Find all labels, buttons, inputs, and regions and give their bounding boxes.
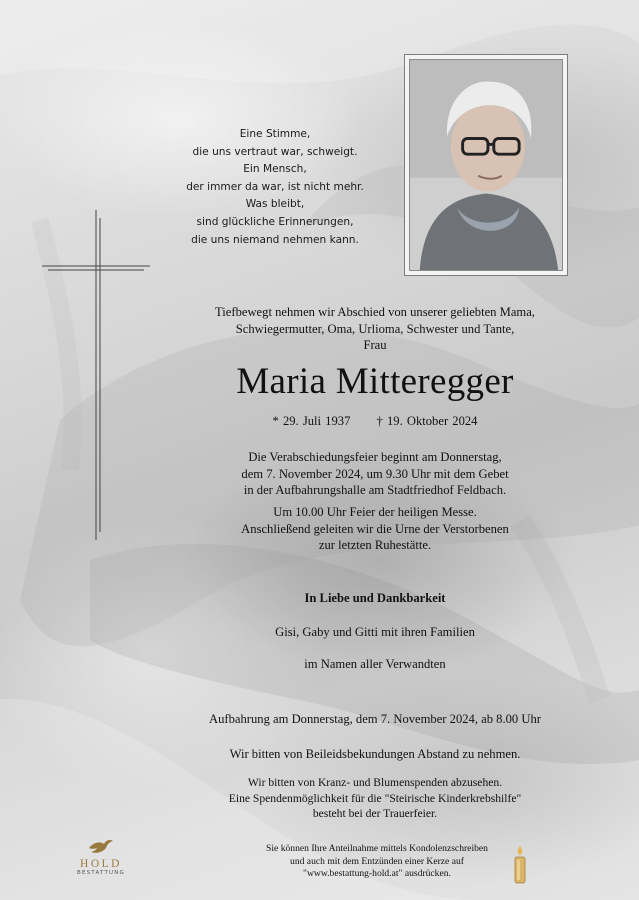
cross-icon bbox=[40, 210, 152, 540]
poem-line: sind glückliche Erinnerungen, bbox=[196, 215, 354, 228]
mourners-relatives: im Namen aller Verwandten bbox=[304, 657, 446, 671]
donations-line: Wir bitten von Kranz- und Blumenspenden abzusehen. bbox=[247, 776, 503, 789]
mourners-heading: In Liebe und Dankbarkeit bbox=[304, 591, 446, 605]
donations-line: Eine Spendenmöglichkeit für die "Steirische Kinderkrebshilfe" bbox=[228, 791, 522, 805]
portrait-frame bbox=[404, 54, 568, 276]
mass-text bbox=[170, 504, 580, 554]
donations-line: besteht bei der Trauerfeier. bbox=[312, 807, 438, 820]
online-condolence-note bbox=[232, 843, 522, 881]
logo-subtitle: BESTATTUNG bbox=[76, 870, 126, 876]
ceremony-line: in der Aufbahrungshalle am Stadtfriedhof Feldbach. bbox=[243, 483, 507, 497]
mass-line: Anschließend geleiten wir die Urne der Verstorbenen bbox=[241, 521, 509, 536]
mourners-names: Gisi, Gaby und Gitti mit ihren Familien bbox=[275, 625, 475, 639]
intro-line: Schwiegermutter, Oma, Urlioma, Schwester und Tante, bbox=[235, 321, 515, 336]
viewing-info: Aufbahrung am Donnerstag, dem 7. November 2024, ab 8.00 Uhr bbox=[209, 712, 541, 726]
logo-word: HOLD bbox=[80, 858, 122, 870]
poem-line: die uns vertraut war, schweigt. bbox=[192, 145, 358, 158]
donations-note bbox=[170, 775, 580, 822]
birth-date: * 29. Juli 1937 bbox=[272, 414, 351, 428]
deceased-name: Maria Mitteregger bbox=[236, 361, 514, 402]
poem-line: Eine Stimme, bbox=[239, 128, 311, 140]
bird-logo-icon bbox=[88, 838, 114, 856]
poem-line: Was bleibt, bbox=[245, 198, 305, 211]
poem-line: die uns niemand nehmen kann. bbox=[191, 233, 359, 246]
poem bbox=[170, 126, 380, 249]
intro-line: Tiefbewegt nehmen wir Abschied von unserer geliebten Mama, bbox=[215, 305, 535, 319]
mass-line: zur letzten Ruhestätte. bbox=[318, 538, 432, 552]
ceremony-line: dem 7. November 2024, um 9.30 Uhr mit dem Gebet bbox=[241, 466, 509, 481]
condolences-note: Wir bitten von Beileidsbekundungen Abstand zu nehmen. bbox=[229, 747, 521, 761]
intro-line: Frau bbox=[363, 338, 387, 352]
funeral-home-logo bbox=[76, 838, 126, 890]
intro-text bbox=[170, 304, 580, 354]
ceremony-line: Die Verabschiedungsfeier beginnt am Donnerstag, bbox=[248, 450, 502, 464]
mass-line: Um 10.00 Uhr Feier der heiligen Messe. bbox=[273, 505, 477, 519]
candle-icon bbox=[512, 846, 528, 884]
poem-line: Ein Mensch, bbox=[243, 163, 307, 176]
online-line: "www.bestattung-hold.at" ausdrücken. bbox=[303, 868, 451, 880]
portrait-photo bbox=[409, 59, 563, 271]
death-date: † 19. Oktober 2024 bbox=[376, 414, 478, 428]
poem-line: der immer da war, ist nicht mehr. bbox=[186, 180, 364, 193]
ceremony-text bbox=[170, 449, 580, 499]
online-line: und auch mit dem Entzünden einer Kerze auf bbox=[290, 855, 464, 867]
life-dates bbox=[170, 413, 580, 430]
online-line: Sie können Ihre Anteilnahme mittels Kondolenzschreiben bbox=[266, 843, 488, 854]
